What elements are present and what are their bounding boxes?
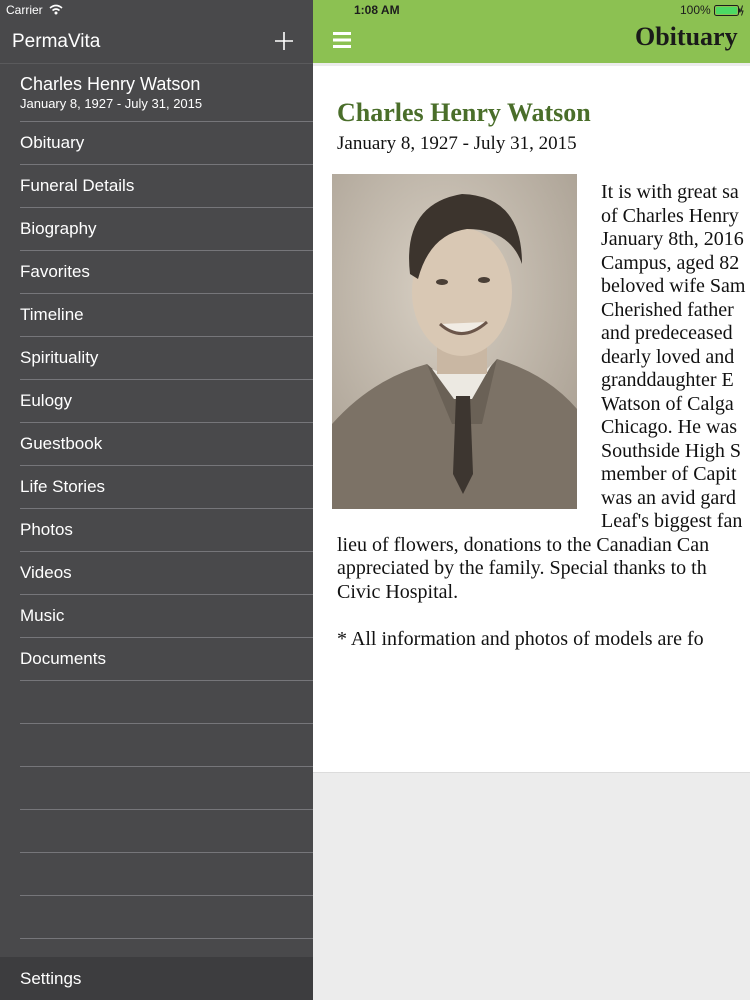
obituary-text-line: was an avid gard: [601, 487, 736, 509]
sidebar-item-documents[interactable]: [20, 637, 313, 680]
sidebar-item-label: Biography: [20, 219, 97, 238]
person-name: Charles Henry Watson: [20, 74, 201, 94]
empty-row-divider: [20, 723, 313, 724]
sidebar-item-funeral-details[interactable]: [20, 164, 313, 207]
status-bar-left: [0, 0, 313, 20]
menu-icon[interactable]: [332, 30, 352, 50]
obituary-text-line: and predeceased: [601, 322, 733, 344]
add-icon[interactable]: [272, 29, 296, 53]
empty-row-divider: [20, 809, 313, 810]
main-panel: [313, 0, 750, 1000]
obituary-text-line: Cherished father: [601, 299, 734, 321]
sidebar-item-label: Spirituality: [20, 348, 99, 367]
sidebar-item-label: Timeline: [20, 305, 84, 324]
sidebar-item-label: Funeral Details: [20, 176, 135, 195]
person-dates: January 8, 1927 - July 31, 2015: [20, 96, 203, 111]
sidebar-item-biography[interactable]: [20, 207, 313, 250]
obituary-footnote: * All information and photos of models are fo: [337, 628, 704, 650]
empty-row-divider: [20, 680, 313, 681]
obituary-text-line: Southside High S: [601, 440, 742, 462]
selected-person[interactable]: [20, 74, 300, 112]
sidebar-item-eulogy[interactable]: [20, 379, 313, 422]
sidebar: [0, 0, 313, 1000]
obituary-text-line: granddaughter E: [601, 369, 734, 391]
empty-row-divider: [20, 938, 313, 939]
sidebar-item-timeline[interactable]: [20, 293, 313, 336]
battery-icon: [714, 5, 744, 16]
carrier-label: Carrier: [6, 3, 43, 17]
sidebar-item-music[interactable]: [20, 594, 313, 637]
empty-row-divider: [20, 766, 313, 767]
sidebar-item-label: Favorites: [20, 262, 90, 281]
obituary-text-line: beloved wife Sam: [601, 275, 746, 297]
obituary-text-line: Watson of Calga: [601, 393, 734, 415]
page-title: Obituary: [635, 22, 738, 51]
app-title: PermaVita: [12, 31, 101, 52]
empty-row-divider: [20, 852, 313, 853]
obituary-text-line: of Charles Henry: [601, 205, 739, 227]
obituary-text-line: appreciated by the family. Special thanks to th: [337, 557, 707, 579]
settings-label: Settings: [20, 969, 82, 988]
sidebar-item-life-stories[interactable]: [20, 465, 313, 508]
obituary-name: Charles Henry Watson: [337, 98, 591, 127]
battery-percent: 100%: [680, 3, 711, 17]
sidebar-item-label: Life Stories: [20, 477, 106, 496]
portrait-photo: [332, 174, 577, 509]
top-bar: [313, 0, 750, 63]
sidebar-item-label: Eulogy: [20, 391, 72, 410]
sidebar-item-label: Guestbook: [20, 434, 103, 453]
sidebar-item-label: Documents: [20, 649, 106, 668]
obituary-text-line: Leaf's biggest fan: [601, 510, 743, 532]
header-divider: [0, 63, 313, 64]
sidebar-item-label: Music: [20, 606, 65, 625]
sidebar-item-label: Photos: [20, 520, 73, 539]
sidebar-item-favorites[interactable]: [20, 250, 313, 293]
obituary-text-line: member of Capit: [601, 463, 737, 485]
empty-row-divider: [20, 895, 313, 896]
sidebar-menu: [0, 121, 313, 680]
obituary-text-line: Civic Hospital.: [337, 581, 459, 603]
sidebar-item-videos[interactable]: [20, 551, 313, 594]
obituary-text-line: dearly loved and: [601, 346, 735, 368]
sidebar-item-guestbook[interactable]: [20, 422, 313, 465]
obituary-dates: January 8, 1927 - July 31, 2015: [337, 133, 577, 154]
sidebar-item-obituary[interactable]: [20, 121, 313, 164]
sidebar-item-label: Obituary: [20, 133, 85, 152]
wifi-icon: [49, 4, 63, 15]
status-time: 1:08 AM: [354, 3, 400, 17]
sidebar-item-label: Videos: [20, 563, 72, 582]
obituary-card: [313, 66, 750, 773]
sidebar-item-photos[interactable]: [20, 508, 313, 551]
settings-button[interactable]: [0, 957, 313, 1000]
obituary-text-line: Campus, aged 82: [601, 252, 740, 274]
obituary-text-line: It is with great sa: [601, 181, 739, 203]
obituary-text-line: Chicago. He was: [601, 416, 738, 438]
sidebar-item-spirituality[interactable]: [20, 336, 313, 379]
sidebar-header: [0, 20, 313, 63]
obituary-text-line: lieu of flowers, donations to the Canadian Can: [337, 534, 710, 556]
obituary-text-line: January 8th, 2016: [601, 228, 744, 250]
